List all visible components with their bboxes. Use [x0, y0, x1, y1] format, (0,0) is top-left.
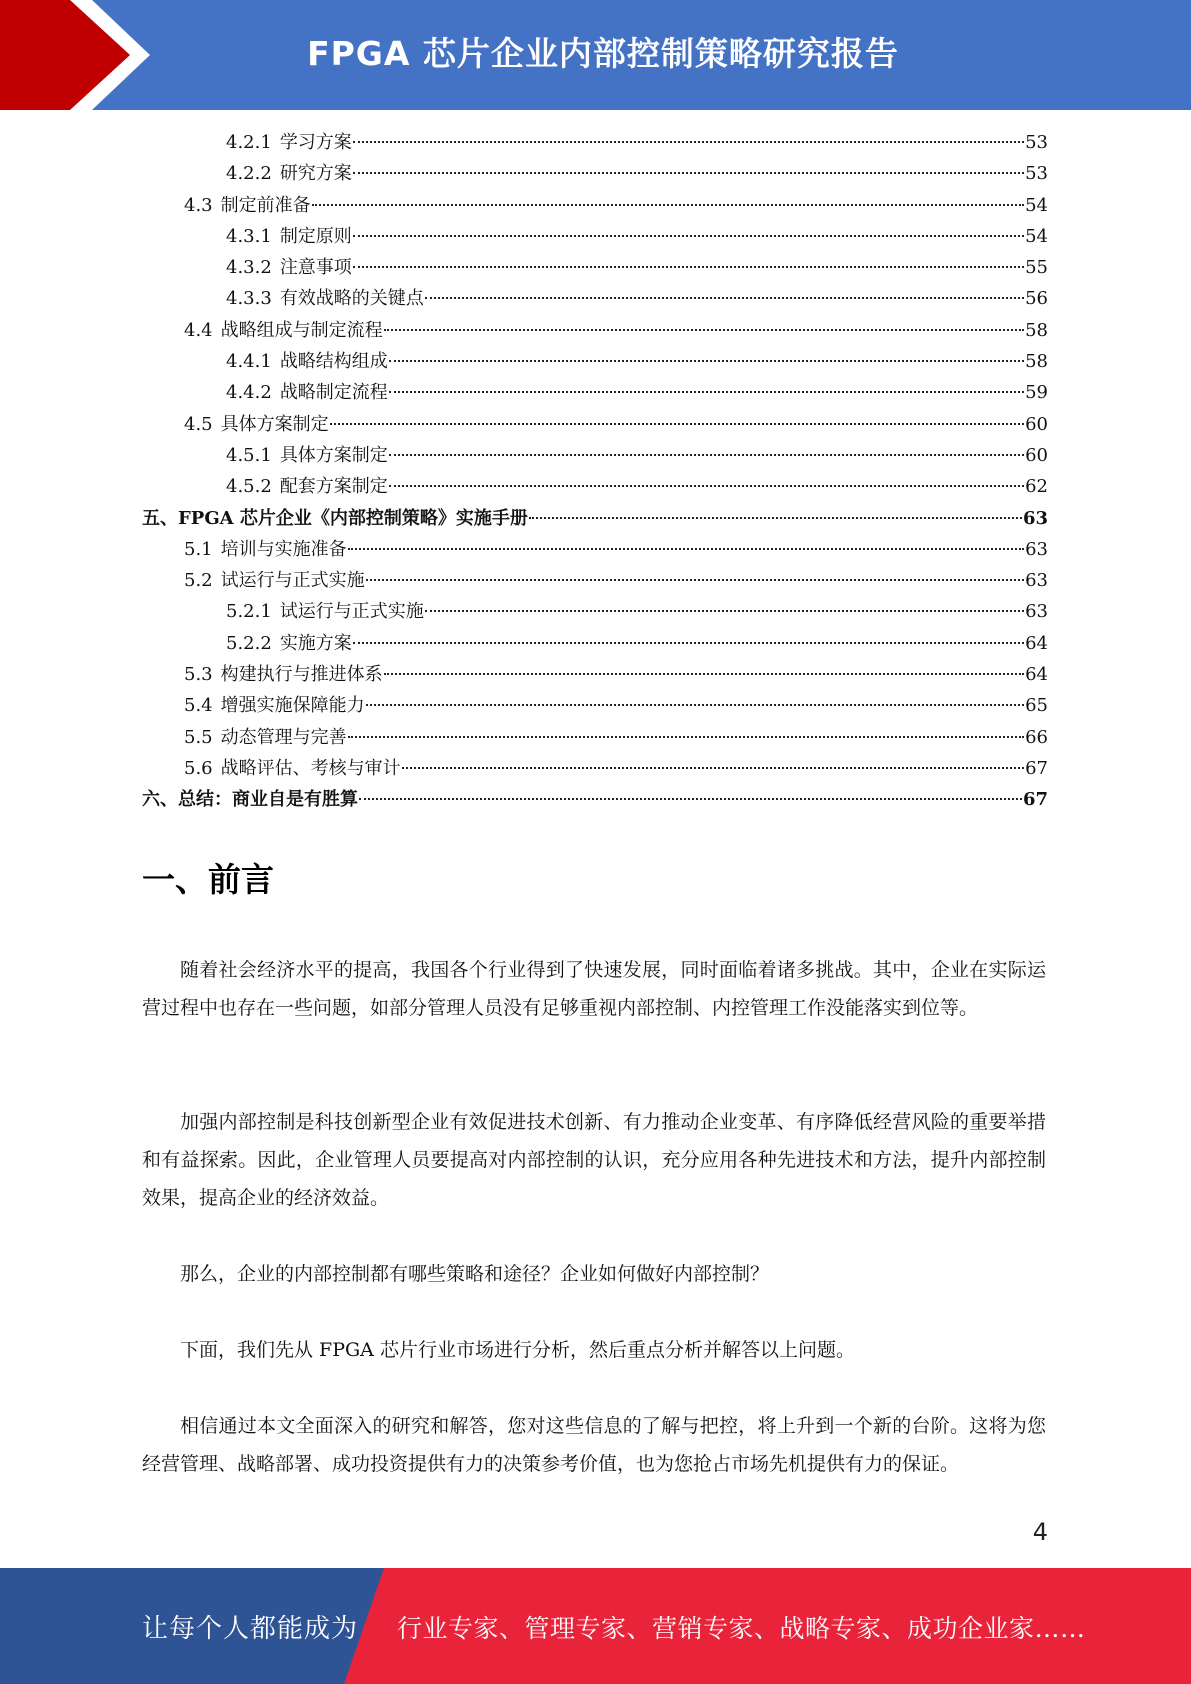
- toc-entry-label: [226, 440, 388, 471]
- toc-entry-text: 研究方案: [279, 163, 352, 185]
- toc-entry-number: 5.2.1: [226, 601, 272, 623]
- toc-entry[interactable]: [142, 471, 1048, 502]
- report-title: FPGA 芯片企业内部控制策略研究报告: [307, 34, 899, 73]
- toc-entry-page: 63: [1025, 570, 1048, 592]
- section-heading: 一、前言: [142, 860, 274, 899]
- page-header: [0, 0, 1191, 110]
- toc-entry-text: 六、总结：商业自是有胜算: [142, 789, 358, 811]
- toc-entry-label: [226, 596, 424, 627]
- toc-entry-page: 63: [1022, 507, 1048, 529]
- toc-entry-text: 配套方案制定: [279, 476, 388, 498]
- toc-entry-number: 5.6: [184, 757, 213, 779]
- toc-entry-text: 制定原则: [279, 225, 352, 247]
- toc-entry-number: 5.5: [184, 726, 213, 748]
- toc-entry-text: 学习方案: [279, 132, 352, 153]
- toc-entry-text: 战略结构组成: [279, 351, 388, 373]
- toc-entry-number: 4.2.2: [226, 163, 272, 185]
- toc-entry[interactable]: [142, 534, 1048, 565]
- toc-entry-label: [142, 503, 528, 534]
- toc-leader-dots: [389, 360, 1024, 362]
- toc-entry[interactable]: [142, 127, 1048, 158]
- toc-entry-label: [226, 127, 352, 158]
- toc-entry[interactable]: [142, 283, 1048, 314]
- toc-entry-text: 有效战略的关键点: [279, 288, 424, 310]
- table-of-contents: [142, 127, 1048, 816]
- toc-entry-page: 59: [1025, 382, 1048, 404]
- toc-leader-dots: [366, 579, 1024, 581]
- toc-entry[interactable]: [142, 690, 1048, 721]
- toc-entry-page: 67: [1025, 757, 1048, 779]
- toc-leader-dots: [312, 204, 1024, 206]
- toc-entry[interactable]: [142, 503, 1048, 534]
- toc-entry-page: 64: [1025, 664, 1048, 686]
- toc-entry-number: 4.3.3: [226, 288, 272, 310]
- toc-leader-dots: [353, 266, 1024, 268]
- toc-leader-dots: [353, 141, 1024, 143]
- toc-entry[interactable]: [142, 315, 1048, 346]
- toc-entry-page: 53: [1025, 132, 1048, 153]
- toc-entry-label: [226, 252, 352, 283]
- toc-entry[interactable]: [142, 565, 1048, 596]
- toc-entry-label: [226, 346, 388, 377]
- body-paragraph: 随着社会经济水平的提高，我国各个行业得到了快速发展，同时面临着诸多挑战。其中，企业在实际运营过程中也存在一些问题，如部分管理人员没有足够重视内部控制、内控管理工作没能落实到位等。: [142, 959, 1046, 1019]
- toc-leader-dots: [425, 610, 1024, 612]
- toc-entry-page: 54: [1025, 194, 1048, 216]
- toc-entry-text: 注意事项: [279, 257, 352, 279]
- footer-slogan-left: 让每个人都能成为: [142, 1614, 359, 1644]
- toc-entry-number: 4.5.2: [226, 476, 272, 498]
- body-paragraph: 加强内部控制是科技创新型企业有效促进技术创新、有力推动企业变革、有序降低经营风险的重要举措和有益探索。因此，企业管理人员要提高对内部控制的认识，充分应用各种先进技术和方法，提升内部控制效果，提高企业的经济效益。: [142, 1111, 1046, 1209]
- toc-entry-page: 55: [1025, 257, 1048, 279]
- toc-entry-label: [226, 283, 424, 314]
- toc-entry[interactable]: [142, 753, 1048, 784]
- toc-entry-page: 65: [1025, 695, 1048, 717]
- toc-entry-text: 具体方案制定: [279, 444, 388, 466]
- toc-leader-dots: [353, 235, 1024, 237]
- toc-leader-dots: [384, 673, 1024, 675]
- toc-entry[interactable]: [142, 158, 1048, 189]
- toc-entry[interactable]: [142, 628, 1048, 659]
- toc-entry-label: [226, 377, 388, 408]
- toc-entry-page: 53: [1025, 163, 1048, 185]
- toc-entry[interactable]: [142, 346, 1048, 377]
- toc-entry-text: 制定前准备: [220, 194, 311, 216]
- toc-entry[interactable]: [142, 377, 1048, 408]
- body-paragraph: 相信通过本文全面深入的研究和解答，您对这些信息的了解与把控，将上升到一个新的台阶。这将为您经营管理、战略部署、成功投资提供有力的决策参考价值，也为您抢占市场先机提供有力的保证。: [142, 1415, 1046, 1475]
- toc-entry-text: 试运行与正式实施: [279, 601, 424, 623]
- toc-entry[interactable]: [142, 659, 1048, 690]
- toc-entry-number: 4.5: [184, 413, 213, 435]
- toc-entry-label: [184, 565, 365, 596]
- toc-entry-page: 63: [1025, 601, 1048, 623]
- toc-entry-number: 5.4: [184, 695, 213, 717]
- toc-leader-dots: [389, 454, 1024, 456]
- toc-entry-page: 54: [1025, 225, 1048, 247]
- toc-leader-dots: [529, 517, 1022, 519]
- toc-leader-dots: [384, 329, 1024, 331]
- toc-leader-dots: [348, 736, 1024, 738]
- toc-entry-number: 4.4.2: [226, 382, 272, 404]
- toc-leader-dots: [330, 423, 1024, 425]
- toc-entry-page: 63: [1025, 538, 1048, 560]
- toc-entry[interactable]: [142, 252, 1048, 283]
- toc-leader-dots: [353, 172, 1024, 174]
- toc-entry-label: [142, 784, 358, 815]
- toc-entry-text: 五、FPGA 芯片企业《内部控制策略》实施手册: [142, 507, 528, 529]
- toc-entry-number: 4.2.1: [226, 132, 272, 153]
- toc-entry-text: 战略组成与制定流程: [220, 319, 383, 341]
- toc-entry-page: 64: [1025, 632, 1048, 654]
- toc-entry-text: 构建执行与推进体系: [220, 664, 383, 686]
- toc-entry-label: [184, 534, 347, 565]
- toc-entry-text: 增强实施保障能力: [220, 695, 365, 717]
- toc-entry-page: 62: [1025, 476, 1048, 498]
- toc-entry-label: [184, 753, 401, 784]
- toc-entry-label: [184, 690, 365, 721]
- toc-entry-page: 67: [1022, 789, 1048, 811]
- toc-entry-page: 60: [1025, 413, 1048, 435]
- toc-leader-dots: [389, 485, 1024, 487]
- page-number: 4: [1032, 1518, 1048, 1546]
- toc-entry-number: 4.4.1: [226, 351, 272, 373]
- toc-entry-label: [226, 471, 388, 502]
- toc-entry-text: 试运行与正式实施: [220, 570, 365, 592]
- toc-entry-text: 战略评估、考核与审计: [220, 757, 401, 779]
- body-paragraph: 下面，我们先从 FPGA 芯片行业市场进行分析，然后重点分析并解答以上问题。: [180, 1339, 855, 1361]
- toc-entry-page: 58: [1025, 351, 1048, 373]
- toc-leader-dots: [402, 767, 1024, 769]
- toc-entry[interactable]: [142, 596, 1048, 627]
- toc-entry-text: 培训与实施准备: [220, 538, 347, 560]
- toc-entry-number: 4.4: [184, 319, 213, 341]
- toc-entry[interactable]: [142, 784, 1048, 815]
- toc-entry-number: 4.3: [184, 194, 213, 216]
- toc-leader-dots: [353, 642, 1024, 644]
- toc-entry[interactable]: [142, 221, 1048, 252]
- toc-entry-page: 58: [1025, 319, 1048, 341]
- toc-entry-number: 5.3: [184, 664, 213, 686]
- toc-entry[interactable]: [142, 409, 1048, 440]
- toc-entry-label: [184, 409, 329, 440]
- toc-leader-dots: [359, 798, 1022, 800]
- page-footer: [0, 1568, 1191, 1684]
- toc-entry-label: [184, 659, 383, 690]
- toc-leader-dots: [348, 548, 1024, 550]
- toc-entry-text: 具体方案制定: [220, 413, 329, 435]
- toc-entry-page: 60: [1025, 444, 1048, 466]
- body-paragraph: 那么，企业的内部控制都有哪些策略和途径？企业如何做好内部控制？: [180, 1263, 770, 1285]
- toc-leader-dots: [366, 704, 1024, 706]
- toc-entry-page: 66: [1025, 726, 1048, 748]
- toc-entry-number: 5.2.2: [226, 632, 272, 654]
- toc-entry-text: 战略制定流程: [279, 382, 388, 404]
- toc-entry-number: 4.3.1: [226, 225, 272, 247]
- toc-leader-dots: [425, 297, 1024, 299]
- toc-entry[interactable]: [142, 190, 1048, 221]
- toc-entry-label: [226, 221, 352, 252]
- toc-entry-label: [226, 628, 352, 659]
- toc-entry-page: 56: [1025, 288, 1048, 310]
- footer-slogan-right: 行业专家、管理专家、营销专家、战略专家、成功企业家……: [397, 1614, 1086, 1643]
- toc-entry-label: [184, 315, 383, 346]
- toc-entry-number: 5.1: [184, 538, 213, 560]
- toc-entry[interactable]: [142, 722, 1048, 753]
- toc-entry-label: [184, 722, 347, 753]
- toc-entry[interactable]: [142, 440, 1048, 471]
- toc-entry-label: [184, 190, 311, 221]
- toc-entry-text: 动态管理与完善: [220, 726, 347, 748]
- toc-leader-dots: [389, 391, 1024, 393]
- toc-entry-number: 4.5.1: [226, 444, 272, 466]
- toc-entry-number: 4.3.2: [226, 257, 272, 279]
- toc-entry-text: 实施方案: [279, 632, 352, 654]
- toc-entry-label: [226, 158, 352, 189]
- toc-entry-number: 5.2: [184, 570, 213, 592]
